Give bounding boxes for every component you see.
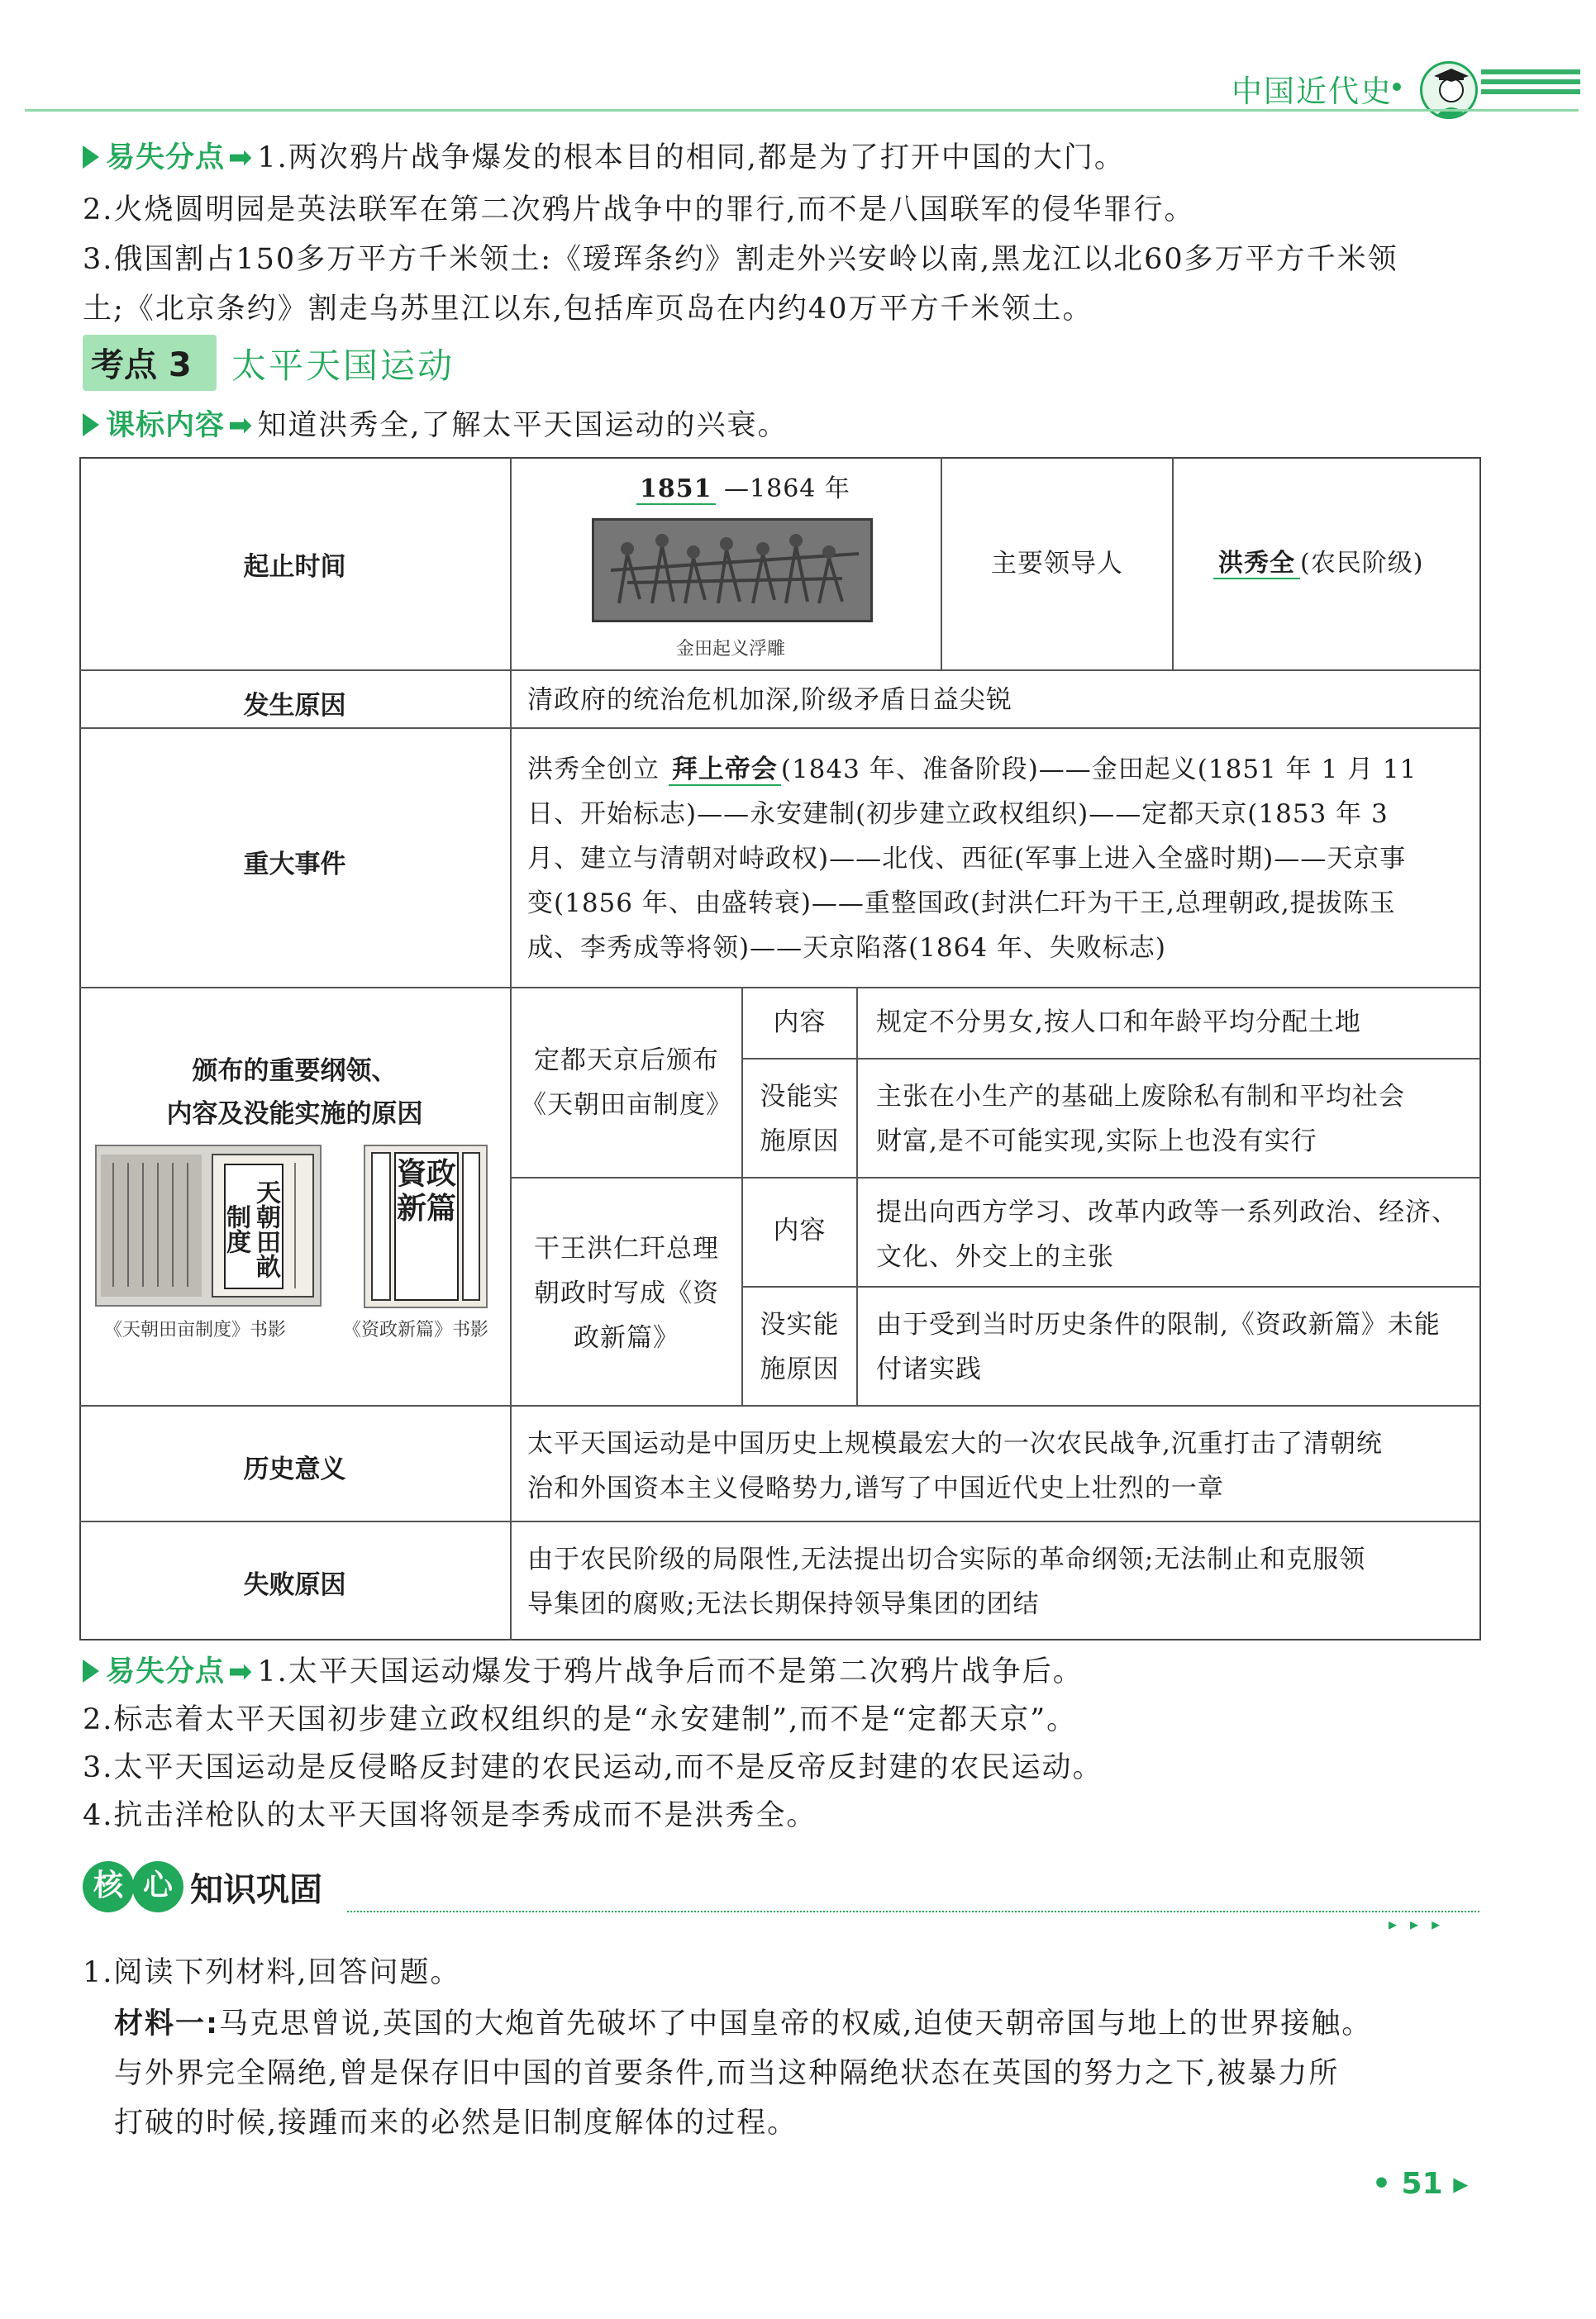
time-range: [636, 467, 850, 512]
failure-1: 由于农民阶级的局限性,无法提出切合实际的革命纲领;无法制止和克服领: [527, 1545, 1366, 1574]
failure-2: 导集团的腐败;无法长期保持领导集团的团结: [527, 1589, 1040, 1619]
col-divider: [856, 987, 858, 1405]
kebiao-line: 课标内容 ➡ 知道洪秀全,了解太平天国运动的兴衰。: [83, 402, 788, 450]
zizheng-content-label: 内容: [773, 1216, 827, 1245]
events-line-1: 洪秀全创立 拜上帝会 (1843 年、准备阶段)——金田起义(1851 年 1 月 11: [527, 755, 1417, 784]
zizheng-content-2: 文化、外交上的主张: [876, 1242, 1114, 1272]
row-label-cause: 发生原因: [243, 691, 346, 721]
core-char-1: 核: [83, 1861, 134, 1912]
row-label-failure: 失败原因: [243, 1570, 346, 1600]
yishi1-line-3: 3.俄国割占150多万平方千米领土:《瑷珲条约》割走外兴安岭以南,黑龙江以北60多万平方千米领: [83, 243, 1398, 276]
zizheng-doc-2: 朝政时写成《资: [534, 1279, 719, 1308]
yishi2-line-4: 4.抗击洋枪队的太平天国将领是李秀成而不是洪秀全。: [83, 1799, 817, 1832]
significance-2: 治和外国资本主义侵略势力,谱写了中国近代史上壮烈的一章: [527, 1474, 1224, 1503]
material-line-3: 打破的时候,接踵而来的必然是旧制度解体的过程。: [114, 2107, 798, 2140]
book1-title: 天朝田畝制度: [222, 1179, 280, 1279]
jintian-relief-image: [592, 518, 873, 622]
triangle-icon: [83, 413, 99, 436]
leader: [1213, 541, 1423, 586]
year-end: —1864 年: [724, 474, 850, 503]
row-divider: [741, 1286, 1481, 1288]
zizheng-reason-label-2: 施原因: [760, 1355, 840, 1384]
leader-label: 主要领导人: [991, 549, 1123, 579]
material-line-1: 材料一:马克思曾说,英国的大炮首先破坏了中国皇帝的权威,迫使天朝帝国与地上的世界接触。: [114, 2007, 1373, 2040]
tianchao-content: 规定不分男女,按人口和年龄平均分配土地: [876, 1007, 1361, 1037]
row-label-time: 起止时间: [243, 552, 346, 582]
row-divider: [79, 987, 1481, 988]
tianchao-reason-label-1: 没能实: [760, 1082, 840, 1112]
question-1: 1.阅读下列材料,回答问题。: [83, 1956, 461, 1989]
book1-caption: 《天朝田亩制度》书影: [104, 1320, 287, 1340]
yishi2-line-1: 易失分点 ➡ 1.太平天国运动爆发于鸦片战争后而不是第二次鸦片战争后。: [83, 1648, 1084, 1696]
yishi2-line-3: 3.太平天国运动是反侵略反封建的农民运动,而不是反帝反封建的农民运动。: [83, 1751, 1103, 1784]
tianchao-reason-label-2: 施原因: [760, 1126, 840, 1156]
book2-title: 資政新篇: [397, 1156, 457, 1226]
leader-class: (农民阶级): [1300, 549, 1424, 578]
year-start: 1851: [636, 474, 716, 505]
row-label-significance: 历史意义: [243, 1455, 346, 1484]
page-number: • 51 ▸: [1372, 2167, 1469, 2201]
yishi2-tag: 易失分点: [106, 1655, 226, 1688]
zizheng-reason-2: 付诸实践: [876, 1355, 982, 1384]
col-divider: [1172, 457, 1174, 669]
zizheng-reason-1: 由于受到当时历史条件的限制,《资政新篇》未能: [876, 1310, 1441, 1340]
material-label: 材料一:: [114, 2007, 219, 2040]
leader-name: 洪秀全: [1213, 549, 1300, 579]
yishi1-tag: 易失分点: [106, 141, 226, 174]
section-title: 太平天国运动: [231, 345, 455, 386]
events-line-2: 日、开始标志)——永安建制(初步建立政权组织)——定都天京(1853 年 3: [527, 799, 1389, 829]
row-label-events: 重大事件: [243, 850, 346, 879]
zizheng-reason-label-1: 没实能: [760, 1310, 840, 1340]
events-line-3: 月、建立与清朝对峙政权)——北伐、西征(军事上进入全盛时期)——天京事: [527, 844, 1407, 874]
row-divider: [741, 1058, 1481, 1060]
tianchao-content-label: 内容: [773, 1007, 827, 1037]
book2-caption: 《资政新篇》书影: [343, 1320, 489, 1340]
zizheng-book-image: [364, 1145, 488, 1308]
core-rule: [347, 1911, 1479, 1912]
core-title: 知识巩固: [190, 1871, 322, 1909]
events-line-5: 成、李秀成等将领)——天京陷落(1864 年、失败标志): [527, 933, 1167, 963]
header-rule: [25, 109, 1579, 112]
yishi1-line-4: 土;《北京条约》割走乌苏里江以东,包括库页岛在内约40万平方千米领土。: [83, 293, 1093, 326]
chapter-title: 中国近代史: [1232, 74, 1393, 109]
tianchao-doc-1: 定都天京后颁布: [534, 1045, 719, 1075]
material-line-2: 与外界完全隔绝,曾是保存旧中国的首要条件,而当这种隔绝状态在英国的努力之下,被暴力所: [114, 2057, 1340, 2090]
cause-text: 清政府的统治危机加深,阶级矛盾日益尖锐: [527, 685, 1012, 715]
arrow-icon: ➡: [228, 141, 255, 174]
zizheng-doc-1: 干王洪仁玕总理: [534, 1234, 719, 1264]
yishi1-line-1: 易失分点 ➡ 1.两次鸦片战争爆发的根本目的相同,都是为了打开中国的大门。: [83, 134, 1125, 182]
row-label-program-2: 内容及没能实施的原因: [166, 1099, 423, 1129]
tianchao-reason-1: 主张在小生产的基础上废除私有制和平均社会: [876, 1082, 1405, 1112]
significance-1: 太平天国运动是中国历史上规模最宏大的一次农民战争,沉重打击了清朝统: [527, 1429, 1383, 1459]
row-divider: [79, 1521, 1481, 1522]
row-divider: [79, 727, 1481, 729]
row-divider: [79, 669, 1481, 671]
row-divider: [79, 1405, 1481, 1407]
arrow-icon: ➡: [228, 1655, 255, 1688]
core-char-2: 心: [132, 1861, 183, 1912]
kebiao-tag: 课标内容: [106, 409, 226, 442]
section-label: 考点 3: [91, 346, 192, 384]
baishangdihui: 拜上帝会: [669, 755, 781, 786]
zizheng-doc-3: 政新篇》: [574, 1323, 679, 1353]
tianchao-book-image: [95, 1145, 322, 1307]
zizheng-content-1: 提出向西方学习、改革内政等一系列政治、经济、: [876, 1198, 1458, 1227]
yishi1-line-2: 2.火烧圆明园是英法联军在第二次鸦片战争中的罪行,而不是八国联军的侵华罪行。: [83, 193, 1195, 226]
tianchao-doc-2: 《天朝田亩制度》: [521, 1090, 732, 1120]
relief-caption: 金田起义浮雕: [676, 639, 786, 660]
header-stripes: [1481, 69, 1580, 106]
row-divider: [510, 1177, 1481, 1179]
row-label-program-1: 颁布的重要纲领、: [192, 1056, 398, 1086]
header-dot: [1393, 83, 1401, 91]
triangle-icon: [83, 1659, 99, 1683]
chevrons-icon: ▸▸▸: [1389, 1914, 1454, 1934]
yishi2-line-2: 2.标志着太平天国初步建立政权组织的是“永安建制”,而不是“定都天京”。: [83, 1703, 1078, 1736]
arrow-icon: ➡: [228, 409, 255, 442]
tianchao-reason-2: 财富,是不可能实现,实际上也没有实行: [876, 1126, 1317, 1156]
triangle-icon: [83, 145, 99, 169]
events-line-4: 变(1856 年、由盛转衰)——重整国政(封洪仁玕为干王,总理朝政,提拔陈玉: [527, 888, 1396, 918]
